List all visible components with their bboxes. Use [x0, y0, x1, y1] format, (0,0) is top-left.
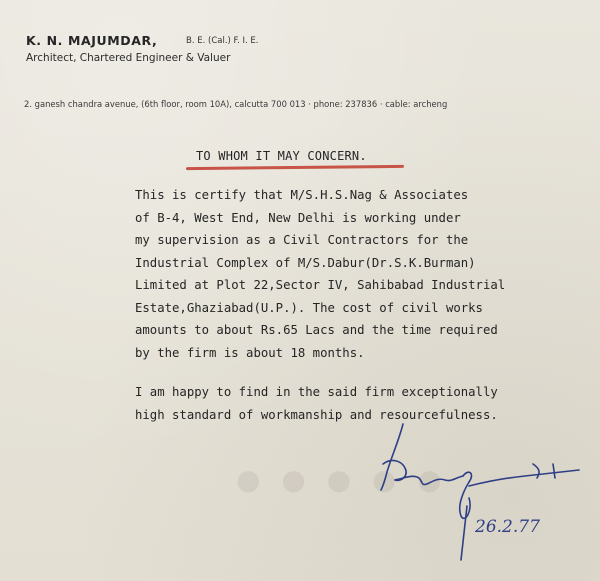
signature-date: 26.2.77	[475, 517, 540, 537]
body-line: high standard of workmanship and resourcefulness.	[135, 407, 498, 422]
letterhead-name: K. N. MAJUMDAR,	[26, 33, 158, 48]
body-line: Estate,Ghaziabad(U.P.). The cost of civil works	[135, 300, 483, 315]
heading-underline	[186, 165, 404, 170]
body-line: of B-4, West End, New Delhi is working under	[135, 210, 461, 225]
handwritten-signature	[365, 420, 590, 570]
paper-watermark: ● ● ● ● ●	[230, 463, 442, 496]
body-line: by the firm is about 18 months.	[135, 345, 365, 360]
letterhead-address: 2. ganesh chandra avenue, (6th floor, room 10A), calcutta 700 013 · phone: 237836 · cable: archeng	[24, 99, 448, 109]
body-line: my supervision as a Civil Contractors for the	[135, 233, 469, 247]
letter-heading: TO WHOM IT MAY CONCERN.	[196, 149, 367, 163]
letterhead-profession: Architect, Chartered Engineer & Valuer	[26, 52, 231, 64]
letter-body	[135, 184, 505, 426]
letterhead-qualifications: B. E. (Cal.) F. I. E.	[186, 36, 259, 46]
paragraph-gap	[135, 364, 505, 381]
body-line: Limited at Plot 22,Sector IV, Sahibabad Industrial	[135, 278, 506, 292]
body-line: This is certify that M/S.H.S.Nag & Associates	[135, 188, 469, 202]
body-line: Industrial Complex of M/S.Dabur(Dr.S.K.Burman)	[135, 255, 476, 270]
body-line: I am happy to find in the said firm exceptionally	[135, 385, 498, 399]
body-line: amounts to about Rs.65 Lacs and the time required	[135, 323, 498, 337]
